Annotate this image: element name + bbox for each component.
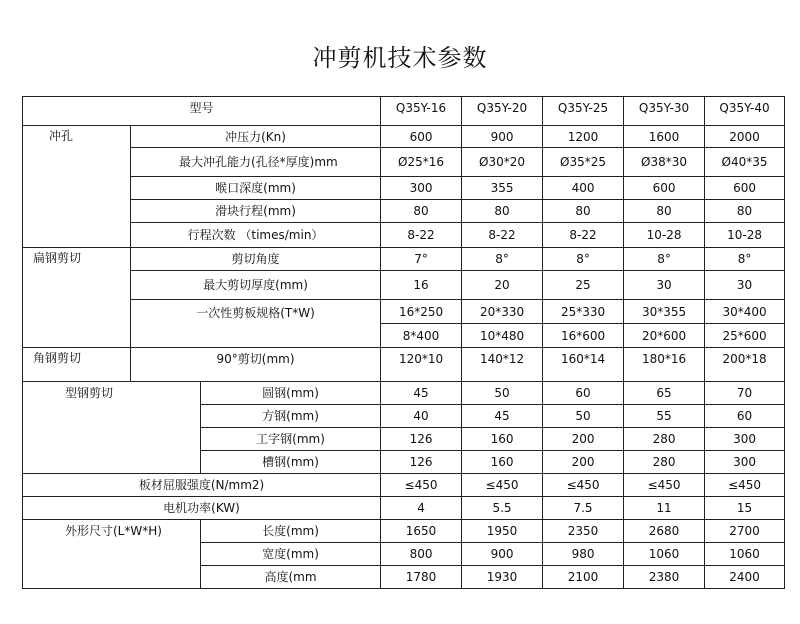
value-cell: 7.5 <box>543 497 624 520</box>
value-cell: 8° <box>462 248 543 271</box>
model-cell: Q35Y-30 <box>624 97 705 126</box>
row-label: 板材屈服强度(N/mm2) <box>23 474 381 497</box>
value-cell: Ø38*30 <box>624 148 705 177</box>
value-cell: 40 <box>381 405 462 428</box>
value-cell: 16*600 <box>543 324 624 348</box>
value-cell: 1650 <box>381 520 462 543</box>
value-cell: 140*12 <box>462 348 543 382</box>
value-cell: 80 <box>705 200 785 223</box>
value-cell: 30*355 <box>624 300 705 324</box>
value-cell: 600 <box>381 126 462 148</box>
value-cell: ≤450 <box>381 474 462 497</box>
value-cell: 900 <box>462 126 543 148</box>
value-cell: Ø40*35 <box>705 148 785 177</box>
row-label: 圆钢(mm) <box>201 382 381 405</box>
value-cell: 126 <box>381 428 462 451</box>
row-label: 电机功率(KW) <box>23 497 381 520</box>
value-cell: 355 <box>462 177 543 200</box>
row-label: 方钢(mm) <box>201 405 381 428</box>
model-cell: Q35Y-16 <box>381 97 462 126</box>
value-cell: 80 <box>543 200 624 223</box>
value-cell: 2380 <box>624 566 705 589</box>
value-cell: 160 <box>462 451 543 474</box>
value-cell: 8° <box>543 248 624 271</box>
table-row <box>23 177 785 200</box>
value-cell: 10-28 <box>624 223 705 248</box>
page-title: 冲剪机技术参数 <box>312 44 488 72</box>
table-row <box>23 348 785 382</box>
value-cell: 180*16 <box>624 348 705 382</box>
value-cell: 4 <box>381 497 462 520</box>
value-cell: 600 <box>624 177 705 200</box>
value-cell: ≤450 <box>624 474 705 497</box>
table-row <box>23 300 785 324</box>
row-label: 最大剪切厚度(mm) <box>131 271 381 300</box>
row-label: 宽度(mm) <box>201 543 381 566</box>
value-cell: 60 <box>543 382 624 405</box>
value-cell: 70 <box>705 382 785 405</box>
value-cell: 160*14 <box>543 348 624 382</box>
value-cell: 45 <box>462 405 543 428</box>
value-cell: 1600 <box>624 126 705 148</box>
spec-table <box>22 96 785 589</box>
value-cell: Ø30*20 <box>462 148 543 177</box>
row-label: 一次性剪板规格(T*W) <box>131 300 381 348</box>
value-cell: ≤450 <box>705 474 785 497</box>
row-label: 90°剪切(mm) <box>131 348 381 382</box>
row-label: 工字钢(mm) <box>201 428 381 451</box>
value-cell: 2100 <box>543 566 624 589</box>
value-cell: 300 <box>381 177 462 200</box>
table-row <box>23 223 785 248</box>
value-cell: 30 <box>624 271 705 300</box>
table-row <box>23 200 785 223</box>
value-cell: 5.5 <box>462 497 543 520</box>
value-cell: 1200 <box>543 126 624 148</box>
value-cell: 25 <box>543 271 624 300</box>
row-label: 剪切角度 <box>131 248 381 271</box>
table-row <box>23 271 785 300</box>
value-cell: 20 <box>462 271 543 300</box>
value-cell: 20*600 <box>624 324 705 348</box>
value-cell: 65 <box>624 382 705 405</box>
table-row <box>23 474 785 497</box>
value-cell: 10-28 <box>705 223 785 248</box>
value-cell: 1950 <box>462 520 543 543</box>
value-cell: 30*400 <box>705 300 785 324</box>
value-cell: 160 <box>462 428 543 451</box>
value-cell: 800 <box>381 543 462 566</box>
value-cell: 10*480 <box>462 324 543 348</box>
value-cell: 25*330 <box>543 300 624 324</box>
value-cell: 20*330 <box>462 300 543 324</box>
value-cell: 1780 <box>381 566 462 589</box>
value-cell: 50 <box>462 382 543 405</box>
value-cell: 980 <box>543 543 624 566</box>
row-label: 冲压力(Kn) <box>131 126 381 148</box>
value-cell: 30 <box>705 271 785 300</box>
model-cell: Q35Y-40 <box>705 97 785 126</box>
group-label-flat: 扁钢剪切 <box>23 248 131 348</box>
value-cell: 8*400 <box>381 324 462 348</box>
header-row <box>23 97 785 126</box>
value-cell: ≤450 <box>543 474 624 497</box>
value-cell: 1930 <box>462 566 543 589</box>
table-row <box>23 382 785 405</box>
row-label: 长度(mm) <box>201 520 381 543</box>
model-cell: Q35Y-20 <box>462 97 543 126</box>
row-label: 滑块行程(mm) <box>131 200 381 223</box>
model-header-label: 型号 <box>23 97 381 126</box>
value-cell: 2680 <box>624 520 705 543</box>
value-cell: 16 <box>381 271 462 300</box>
value-cell: 2350 <box>543 520 624 543</box>
value-cell: Ø35*25 <box>543 148 624 177</box>
value-cell: 200 <box>543 428 624 451</box>
value-cell: 2000 <box>705 126 785 148</box>
value-cell: Ø25*16 <box>381 148 462 177</box>
table-row <box>23 520 785 543</box>
row-label: 槽钢(mm) <box>201 451 381 474</box>
group-label-punch: 冲孔 <box>23 126 131 248</box>
row-label: 喉口深度(mm) <box>131 177 381 200</box>
value-cell: 300 <box>705 451 785 474</box>
value-cell: 2700 <box>705 520 785 543</box>
value-cell: 200*18 <box>705 348 785 382</box>
value-cell: 8° <box>705 248 785 271</box>
table-row <box>23 497 785 520</box>
value-cell: 120*10 <box>381 348 462 382</box>
value-cell: 400 <box>543 177 624 200</box>
value-cell: 8-22 <box>381 223 462 248</box>
value-cell: 8-22 <box>462 223 543 248</box>
row-label: 高度(mm <box>201 566 381 589</box>
group-label-dims: 外形尺寸(L*W*H) <box>23 520 201 589</box>
value-cell: 25*600 <box>705 324 785 348</box>
value-cell: 16*250 <box>381 300 462 324</box>
table-row <box>23 126 785 148</box>
value-cell: 2400 <box>705 566 785 589</box>
value-cell: 80 <box>381 200 462 223</box>
value-cell: 280 <box>624 428 705 451</box>
group-label-section: 型钢剪切 <box>23 382 201 474</box>
value-cell: 900 <box>462 543 543 566</box>
value-cell: 1060 <box>624 543 705 566</box>
value-cell: 15 <box>705 497 785 520</box>
row-label: 最大冲孔能力(孔径*厚度)mm <box>131 148 381 177</box>
value-cell: 600 <box>705 177 785 200</box>
value-cell: 80 <box>624 200 705 223</box>
value-cell: 126 <box>381 451 462 474</box>
value-cell: 50 <box>543 405 624 428</box>
value-cell: 45 <box>381 382 462 405</box>
value-cell: 11 <box>624 497 705 520</box>
value-cell: 8-22 <box>543 223 624 248</box>
value-cell: 60 <box>705 405 785 428</box>
value-cell: 8° <box>624 248 705 271</box>
table-row <box>23 248 785 271</box>
row-label: 行程次数 （times/min） <box>131 223 381 248</box>
value-cell: 280 <box>624 451 705 474</box>
value-cell: 300 <box>705 428 785 451</box>
value-cell: 80 <box>462 200 543 223</box>
value-cell: 7° <box>381 248 462 271</box>
value-cell: 1060 <box>705 543 785 566</box>
group-label-angle: 角钢剪切 <box>23 348 131 382</box>
value-cell: ≤450 <box>462 474 543 497</box>
table-row <box>23 148 785 177</box>
value-cell: 55 <box>624 405 705 428</box>
value-cell: 200 <box>543 451 624 474</box>
model-cell: Q35Y-25 <box>543 97 624 126</box>
